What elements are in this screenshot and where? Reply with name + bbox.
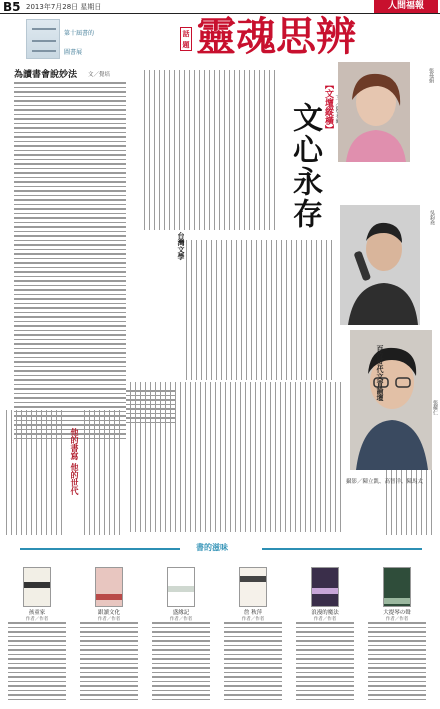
book-meta: 作者／作者 [97,617,121,622]
book-cover [239,567,267,607]
photo-caption-1: 張曼娟 [428,68,434,83]
left-article-byline: 文／覺培 [88,72,111,78]
book-title: 大提琴の聲 [383,610,411,616]
main-article-body-2 [182,240,342,380]
promo-ad-decoration [32,28,56,30]
author-photo-man-glasses [350,330,432,470]
book-item[interactable] [80,567,138,623]
book-title: 跟讀文化 [97,610,120,616]
book-description [80,622,138,703]
section-rule [20,548,180,550]
book-title: 浪漫的魔法 [311,610,339,616]
section-rule [262,548,422,550]
book-description [368,622,426,703]
article-subheading: 台灣文學 [177,232,186,260]
book-cover [383,567,411,607]
book-description [296,622,354,703]
book-item[interactable] [152,567,210,623]
author-photo-man-microphone [340,205,420,325]
book-meta: 作者／作者 [169,617,193,622]
book-title: 盛緣記 [172,610,190,616]
lower-article-heading: 他的書寫 他的世代 [70,428,80,495]
promo-ad-image [26,19,60,59]
promo-line: 圖書展 [64,49,83,56]
promo-ad-decoration [32,50,56,52]
book-description [152,622,210,703]
newspaper-logo: 人間福報 [374,0,438,13]
book-item[interactable] [8,567,66,623]
article-column-label: 【文壇縱橫】 [323,80,333,134]
book-item[interactable] [224,567,282,623]
book-cover [311,567,339,607]
feature-title: 靈魂思辨 [196,13,356,60]
book-meta: 作者／作者 [313,617,337,622]
main-article-body-3 [126,382,348,532]
book-title: 孩童家 [28,610,46,616]
book-item[interactable] [368,567,426,623]
book-section-title: 書的滋味 [190,542,234,553]
book-cover [167,567,195,607]
section-tag: 話題 [180,27,192,51]
book-section-header [0,540,440,558]
photo-caption-2: 吳鈞堯 [429,210,435,225]
sidebar-title: 百位世代文青論壇 [376,345,385,401]
left-article-title: 為讀書會說妙法 [14,70,78,80]
book-cover [23,567,51,607]
lower-article-body [4,410,124,535]
book-meta: 作者／作者 [241,617,265,622]
left-article-body [14,82,126,442]
book-meta: 作者／作者 [25,617,49,622]
book-description [8,622,66,703]
photo-credit: 攝影／陳立凱、高智洋、陳馬太 [346,479,424,485]
portrait-silhouette [340,205,420,325]
book-description [224,622,282,703]
photo-caption-3: 張耀仁 [432,400,438,415]
issue-date: 2013年7月28日 星期日 [26,3,102,11]
author-photo-woman [338,62,410,162]
promo-text [64,20,124,58]
masthead [0,0,440,14]
promo-line: 第十屆書的 [64,30,95,37]
book-item[interactable] [296,567,354,623]
book-cover [95,567,123,607]
page-number: B5 [3,0,21,14]
book-title: 詹 秋萍 [243,610,263,616]
portrait-silhouette [350,330,432,470]
article-title: 文心永存 [287,102,322,230]
portrait-silhouette [338,62,410,162]
promo-ad-decoration [32,40,56,42]
book-meta: 作者／作者 [385,617,409,622]
